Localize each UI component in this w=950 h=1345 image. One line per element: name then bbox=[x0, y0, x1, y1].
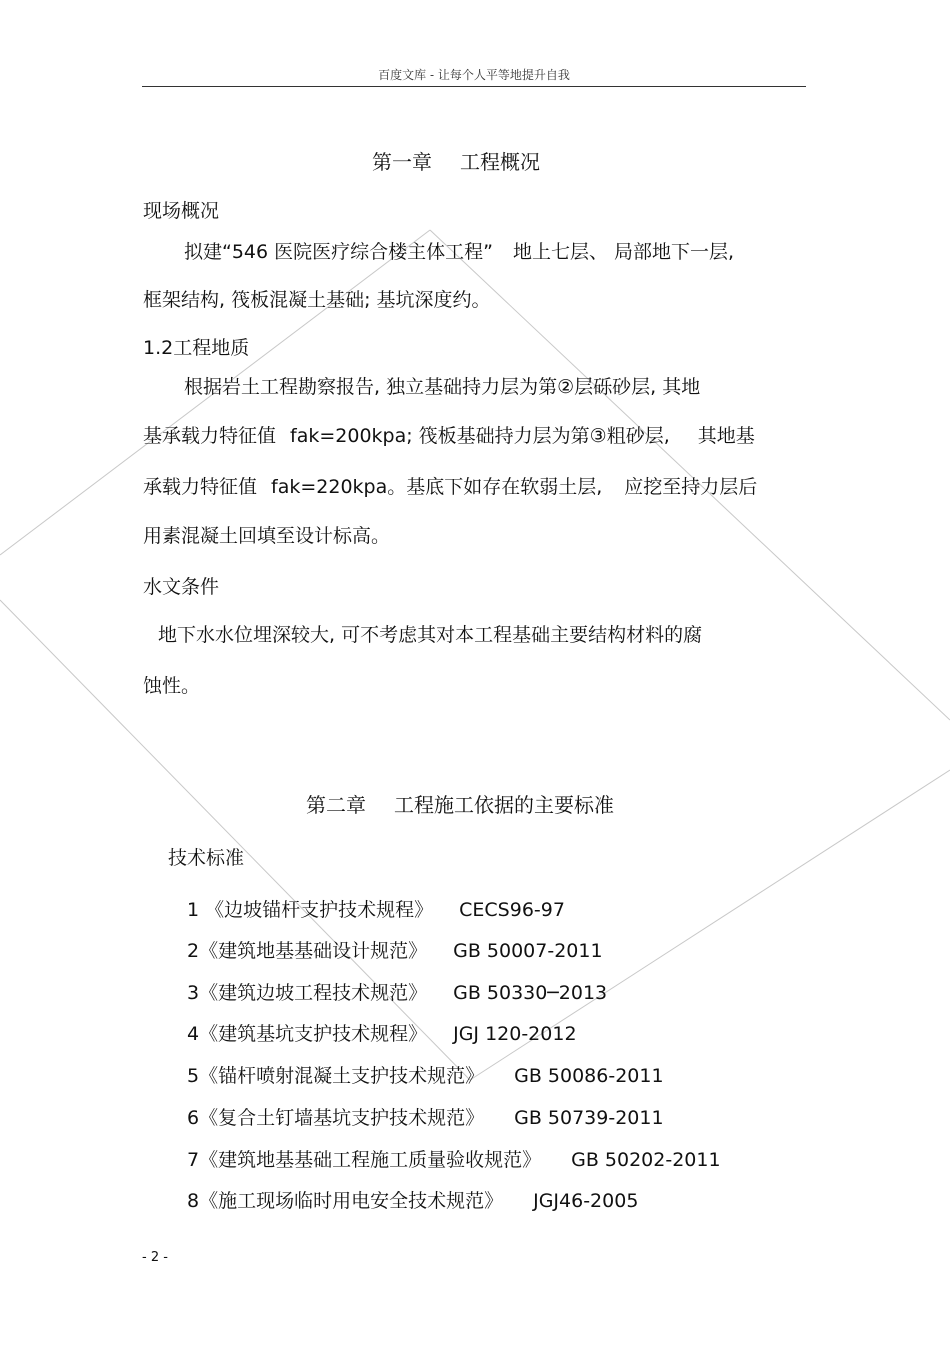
chapter2-title-text: 工程施工依据的主要标准 bbox=[394, 793, 614, 817]
text-run: fak=220kpa。基底下如存在软弱土层, bbox=[271, 476, 603, 498]
list-item bbox=[187, 1189, 638, 1213]
standard-name: 6《复合土钉墙基坑支护技术规范》 bbox=[187, 1107, 485, 1129]
paragraph-line bbox=[143, 424, 755, 448]
list-item bbox=[187, 1022, 577, 1046]
standard-name: 5《锚杆喷射混凝土支护技术规范》 bbox=[187, 1065, 485, 1087]
list-item bbox=[187, 1148, 721, 1172]
text-run: 应挖至持力层后 bbox=[624, 476, 758, 498]
page-header: 百度文库 - 让每个人平等地提升自我 bbox=[142, 64, 806, 87]
standard-code: GB 50007-2011 bbox=[453, 940, 603, 962]
text-run: 拟建“546 医院医疗综合楼主体工程” bbox=[184, 241, 493, 263]
paragraph-line: 蚀性。 bbox=[143, 675, 201, 697]
standard-name: 7《建筑地基基础工程施工质量验收规范》 bbox=[187, 1149, 542, 1171]
standard-name: 4《建筑基坑支护技术规程》 bbox=[187, 1023, 428, 1045]
paragraph-line bbox=[184, 240, 734, 264]
standard-name: 3《建筑边坡工程技术规范》 bbox=[187, 982, 428, 1004]
text-run: 承载力特征值 bbox=[143, 476, 258, 498]
text-run: fak=200kpa; 筏板基础持力层为第③粗砂层, bbox=[290, 425, 670, 447]
standard-name: 2《建筑地基基础设计规范》 bbox=[187, 940, 428, 962]
chapter2-title-num: 第二章 bbox=[306, 793, 366, 817]
standard-name: 1 《边坡锚杆支护技术规程》 bbox=[187, 899, 434, 921]
standard-name: 8《施工现场临时用电安全技术规范》 bbox=[187, 1190, 504, 1212]
list-item bbox=[187, 939, 603, 963]
standard-code: JGJ46-2005 bbox=[533, 1190, 639, 1212]
standard-code: CECS96-97 bbox=[459, 899, 565, 921]
list-item bbox=[187, 1106, 664, 1130]
standard-code: GB 50330─2013 bbox=[453, 982, 608, 1004]
paragraph-line: 根据岩土工程勘察报告, 独立基础持力层为第②层砾砂层, 其地 bbox=[184, 376, 701, 398]
page-number: - 2 - bbox=[142, 1250, 168, 1265]
standard-code: JGJ 120-2012 bbox=[453, 1023, 577, 1045]
text-run: 地上七层、 局部地下一层, bbox=[513, 241, 735, 263]
paragraph-line: 用素混凝土回填至设计标高。 bbox=[143, 525, 391, 547]
standard-code: GB 50739-2011 bbox=[514, 1107, 664, 1129]
chapter2-title bbox=[306, 793, 614, 817]
paragraph-line bbox=[143, 475, 757, 499]
standard-code: GB 50086-2011 bbox=[514, 1065, 664, 1087]
section-heading-site: 现场概况 bbox=[143, 200, 220, 222]
chapter1-title bbox=[372, 150, 540, 174]
text-run: 基承载力特征值 bbox=[143, 425, 277, 447]
section-heading-standards: 技术标准 bbox=[168, 847, 245, 869]
list-item bbox=[187, 1064, 664, 1088]
list-item bbox=[187, 981, 607, 1005]
standard-code: GB 50202-2011 bbox=[571, 1149, 721, 1171]
section-heading-geology: 1.2工程地质 bbox=[143, 337, 250, 359]
text-run: 其地基 bbox=[697, 425, 755, 447]
chapter1-title-num: 第一章 bbox=[372, 150, 432, 174]
list-item bbox=[187, 898, 565, 922]
chapter1-title-text: 工程概况 bbox=[460, 150, 540, 174]
section-heading-hydrology: 水文条件 bbox=[143, 576, 220, 598]
paragraph-line: 地下水水位埋深较大, 可不考虑其对本工程基础主要结构材料的腐 bbox=[158, 624, 703, 646]
paragraph-line: 框架结构, 筏板混凝土基础; 基坑深度约。 bbox=[143, 289, 491, 311]
